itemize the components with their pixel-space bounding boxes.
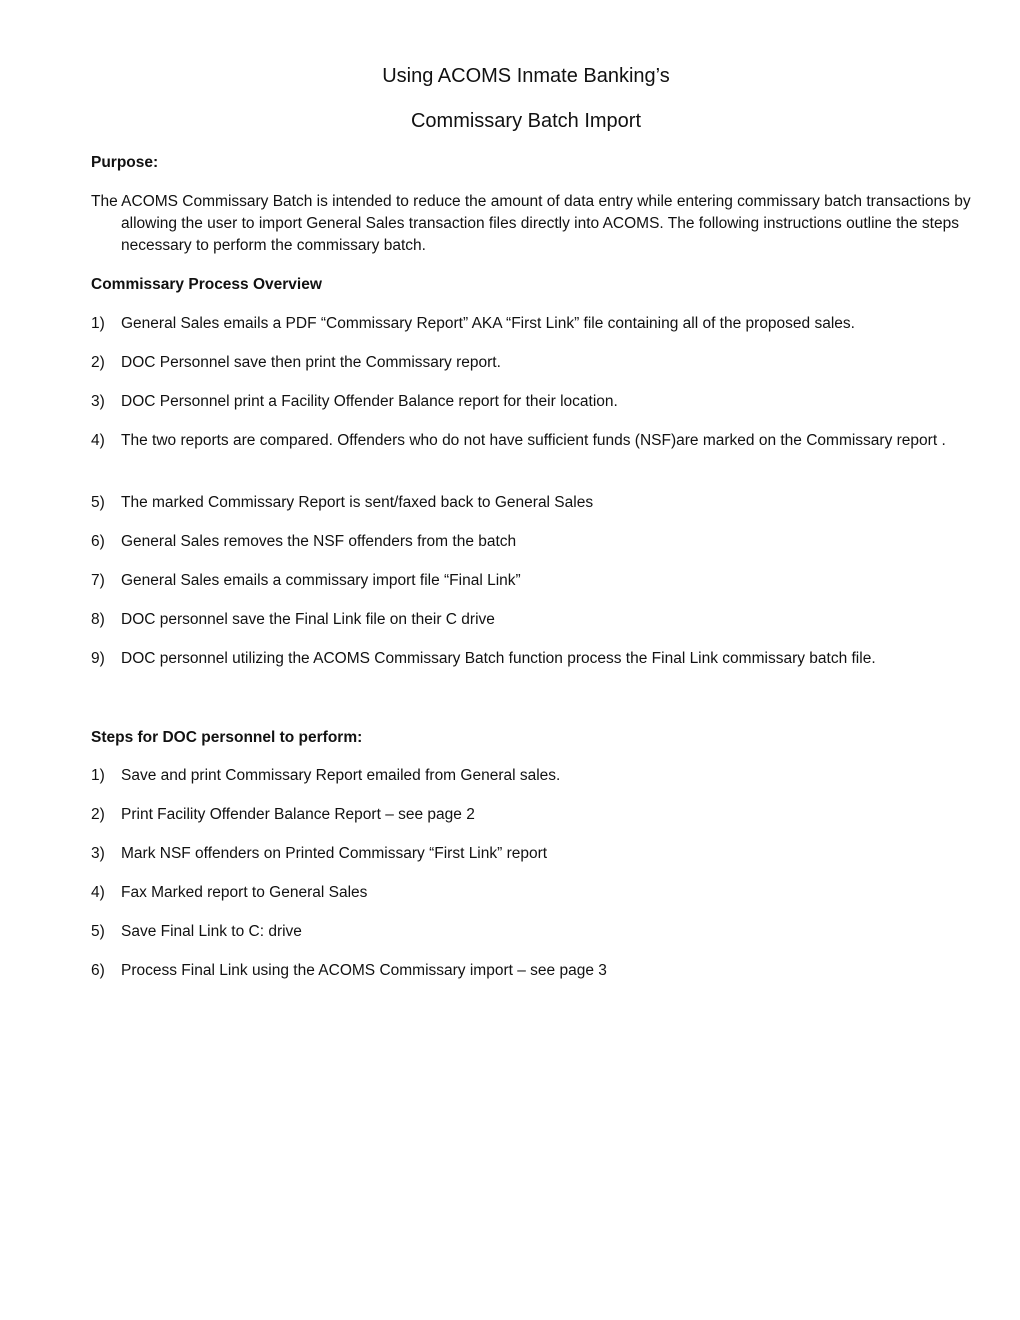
- step-text: Print Facility Offender Balance Report – see page 2: [121, 806, 475, 823]
- overview-heading: Commissary Process Overview: [91, 276, 322, 293]
- step-number: 6): [91, 533, 105, 550]
- step-number: 4): [91, 432, 105, 449]
- step-text: DOC personnel save the Final Link file on their C drive: [121, 611, 495, 628]
- step-text: Process Final Link using the ACOMS Commissary import – see page 3: [121, 962, 607, 979]
- step-text: Save and print Commissary Report emailed from General sales.: [121, 767, 561, 784]
- step-text: DOC personnel utilizing the ACOMS Commissary Batch function process the Final Link commissary batch file.: [121, 650, 876, 667]
- doc-step: [91, 921, 971, 943]
- overview-step: [91, 430, 971, 452]
- overview-step: [91, 391, 971, 413]
- step-number: 3): [91, 845, 105, 862]
- doc-step: [91, 882, 971, 904]
- overview-step: [91, 531, 971, 553]
- step-text: General Sales emails a PDF “Commissary Report” AKA “First Link” file containing all of the proposed sales.: [121, 315, 855, 332]
- doc-step: [91, 960, 971, 982]
- steps-heading: Steps for DOC personnel to perform:: [91, 729, 363, 746]
- step-number: 6): [91, 962, 105, 979]
- step-text: The two reports are compared. Offenders who do not have sufficient funds (NSF)are marked on the Commissary report .: [121, 432, 946, 449]
- step-text: The marked Commissary Report is sent/faxed back to General Sales: [121, 494, 594, 511]
- overview-step: [91, 648, 971, 670]
- step-number: 8): [91, 611, 105, 628]
- purpose-heading: Purpose:: [91, 154, 159, 171]
- overview-step: [91, 570, 971, 592]
- purpose-paragraph: The ACOMS Commissary Batch is intended to reduce the amount of data entry while entering commissary batch transactions by allowing the user to import General Sales transaction files directly into ACOMS. The following instructions outline the steps necessary to perform the commissary batch.: [91, 193, 971, 254]
- step-number: 5): [91, 494, 105, 511]
- step-text: Fax Marked report to General Sales: [121, 884, 368, 901]
- document-title-line-2: Commissary Batch Import: [410, 110, 642, 132]
- step-number: 9): [91, 650, 105, 667]
- overview-step: [91, 313, 971, 335]
- step-number: 2): [91, 806, 105, 823]
- step-text: General Sales emails a commissary import file “Final Link”: [121, 572, 521, 589]
- step-number: 1): [91, 315, 105, 332]
- step-text: Mark NSF offenders on Printed Commissary “First Link” report: [121, 845, 548, 862]
- doc-step: [91, 804, 971, 826]
- doc-step: [91, 843, 971, 865]
- step-text: General Sales removes the NSF offenders from the batch: [121, 533, 517, 550]
- overview-step: [91, 609, 971, 631]
- step-text: DOC Personnel print a Facility Offender Balance report for their location.: [121, 393, 618, 410]
- document-title-line-1: Using ACOMS Inmate Banking’s: [382, 65, 670, 87]
- step-number: 7): [91, 572, 105, 589]
- step-number: 4): [91, 884, 105, 901]
- step-text: DOC Personnel save then print the Commissary report.: [121, 354, 501, 371]
- step-number: 1): [91, 767, 105, 784]
- step-text: Save Final Link to C: drive: [121, 923, 302, 940]
- step-number: 5): [91, 923, 105, 940]
- overview-step: [91, 352, 971, 374]
- step-number: 3): [91, 393, 105, 410]
- overview-step: [91, 492, 971, 514]
- step-number: 2): [91, 354, 105, 371]
- doc-step: [91, 765, 971, 787]
